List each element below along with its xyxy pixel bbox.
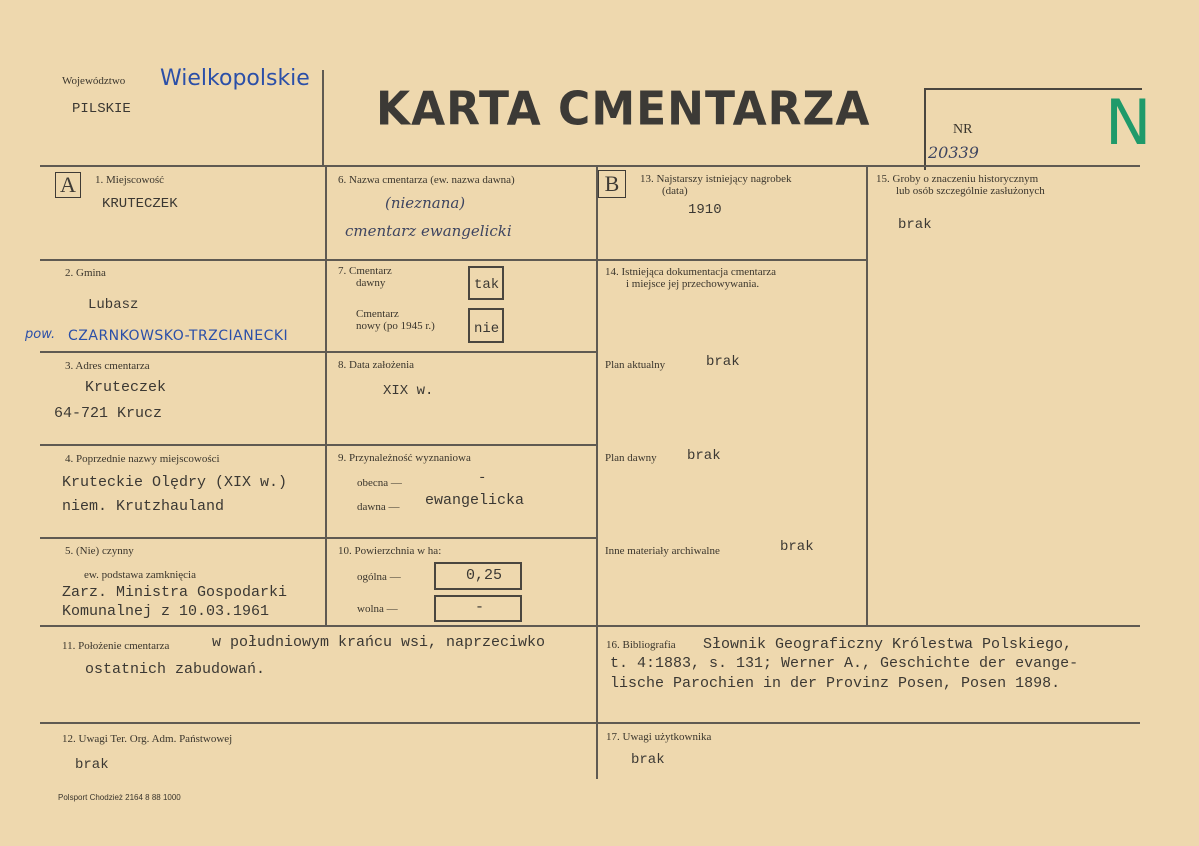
plan-dawny-value: brak xyxy=(687,448,721,464)
section-a-box: A xyxy=(55,172,81,198)
grid-top-line xyxy=(40,165,1140,167)
f3-label: 3. Adres cmentarza xyxy=(65,360,150,372)
plan-dawny-label: Plan dawny xyxy=(605,452,657,464)
row-line-1 xyxy=(40,259,866,261)
f16-label: 16. Bibliografia xyxy=(606,639,676,651)
f4-line2: niem. Krutzhauland xyxy=(62,498,225,515)
f10-ogolna: ogólna — xyxy=(357,571,401,583)
f16-line1: Słownik Geograficzny Królestwa Polskiego, xyxy=(703,636,1073,653)
f6-line2: cmentarz ewangelicki xyxy=(345,222,512,240)
f8-label: 8. Data założenia xyxy=(338,359,415,371)
f16-line3: lische Parochien in der Provinz Posen, Posen 1898. xyxy=(610,675,1061,692)
f8-value: XIX w. xyxy=(383,383,434,399)
f7-cmentarz2: Cmentarz xyxy=(356,308,399,320)
header-divider xyxy=(322,70,324,165)
f6-line1: (nieznana) xyxy=(385,194,466,212)
f16-line2: t. 4:1883, s. 131; Werner A., Geschichte der evange- xyxy=(610,655,1079,672)
col-divider-3 xyxy=(866,165,868,625)
f6-label: 6. Nazwa cmentarza (ew. nazwa dawna) xyxy=(338,174,515,186)
f4-label: 4. Poprzednie nazwy miejscowości xyxy=(65,453,220,465)
f10-label: 10. Powierzchnia w ha: xyxy=(338,545,442,557)
f17-label: 17. Uwagi użytkownika xyxy=(606,731,712,743)
f5-line2: Komunalnej z 10.03.1961 xyxy=(62,603,270,620)
f7-nowy-value: nie xyxy=(474,321,500,337)
f9-obecna: obecna — xyxy=(357,477,402,489)
f12-label: 12. Uwagi Ter. Org. Adm. Państwowej xyxy=(62,733,233,745)
category-mark: N xyxy=(1105,86,1152,159)
old-region: PILSKIE xyxy=(72,101,131,117)
f17-value: brak xyxy=(631,752,665,768)
plan-aktualny-value: brak xyxy=(706,354,740,370)
f2-powiat-prefix: pow. xyxy=(25,327,56,342)
f11-line1: w południowym krańcu wsi, naprzeciwko xyxy=(212,634,546,651)
col-divider-1 xyxy=(325,165,327,625)
f2-value: Lubasz xyxy=(88,297,139,313)
f3-line1: Kruteczek xyxy=(85,379,167,396)
f14-label-1: 14. Istniejąca dokumentacja cmentarza xyxy=(605,266,777,278)
plan-aktualny-label: Plan aktualny xyxy=(605,359,666,371)
f10-ogolna-value: 0,25 xyxy=(466,567,503,584)
f9-label: 9. Przynależność wyznaniowa xyxy=(338,452,471,464)
f14-label-2: i miejsce jej przechowywania. xyxy=(626,278,760,290)
f3-line2: 64-721 Krucz xyxy=(54,405,163,422)
f9-dawna: dawna — xyxy=(357,501,400,513)
f7-nowy: nowy (po 1945 r.) xyxy=(356,320,435,332)
f10-wolna: wolna — xyxy=(357,603,398,615)
f13-label: 13. Najstarszy istniejący nagrobek xyxy=(640,173,792,185)
row-line-6 xyxy=(40,722,1140,724)
wojewodztwo-value: Wielkopolskie xyxy=(160,66,310,91)
row-line-2 xyxy=(40,351,596,353)
printer-imprint: Polsport Chodzież 2164 8 88 1000 xyxy=(58,793,181,802)
f1-label: 1. Miejscowość xyxy=(95,174,165,186)
f11-line2: ostatnich zabudowań. xyxy=(85,661,266,678)
f10-wolna-value: - xyxy=(475,599,485,616)
f4-line1: Kruteckie Olędry (XIX w.) xyxy=(62,474,288,491)
f7-label: 7. Cmentarz xyxy=(338,265,392,277)
f13-sub: (data) xyxy=(662,185,688,197)
f13-value: 1910 xyxy=(688,202,722,218)
inne-label: Inne materiały archiwalne xyxy=(605,545,720,557)
f15-label-1: 15. Groby o znaczeniu historycznym xyxy=(876,173,1039,185)
f5-line1: Zarz. Ministra Gospodarki xyxy=(62,584,288,601)
f11-label: 11. Położenie cmentarza xyxy=(62,640,170,652)
page-title: KARTA CMENTARZA xyxy=(376,82,871,137)
f9-dawna-value: ewangelicka xyxy=(425,492,525,509)
wojewodztwo-label: Województwo xyxy=(62,75,126,87)
inne-value: brak xyxy=(780,539,814,555)
f5-sub: ew. podstawa zamknięcia xyxy=(84,569,196,581)
f15-label-2: lub osób szczególnie zasłużonych xyxy=(896,185,1045,197)
nr-label: NR xyxy=(953,122,973,137)
row-line-5 xyxy=(40,625,1140,627)
nr-value: 20339 xyxy=(928,143,979,162)
f12-value: brak xyxy=(75,757,109,773)
f2-powiat: CZARNKOWSKO-TRZCIANECKI xyxy=(68,328,289,344)
f5-label: 5. (Nie) czynny xyxy=(65,545,134,557)
f7-dawny-value: tak xyxy=(474,277,500,293)
f9-obecna-value: - xyxy=(478,470,487,486)
f15-value: brak xyxy=(898,217,932,233)
col-divider-2 xyxy=(596,165,598,779)
row-line-4 xyxy=(40,537,596,539)
f1-value: KRUTECZEK xyxy=(102,196,178,212)
f7-dawny: dawny xyxy=(356,277,386,289)
row-line-3 xyxy=(40,444,596,446)
section-b-box: B xyxy=(598,170,626,198)
f2-label: 2. Gmina xyxy=(65,267,106,279)
